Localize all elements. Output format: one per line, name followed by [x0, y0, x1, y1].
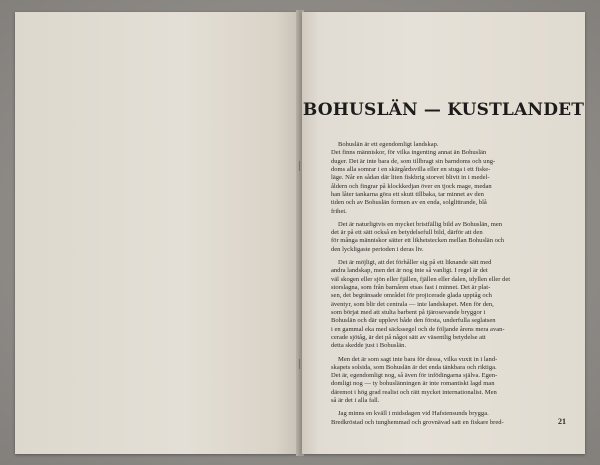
body-text [331, 141, 563, 427]
text-line: han låter tankarna göra ett skutt tillbaka, tar minnet av den [331, 190, 484, 198]
text-line: Bohuslän är ett egendomligt landskap. [338, 141, 439, 148]
text-line: det är på ett sätt också en betydelsefull bild, därför att den [331, 229, 483, 237]
text-line: sen, det begränsade området för projicerade glada upptåg och [331, 292, 492, 300]
text-line: skapets solsida, som Bohuslän är det enda tänkbara och riktiga. [331, 363, 497, 371]
staple [299, 359, 300, 369]
text-line: Det är naturligtvis en mycket bristfällig bild av Bohuslän, men [338, 220, 503, 228]
text-line: Bohuslän och där upplevt både den första, underfulla seglatsen [331, 317, 496, 325]
text-line: Det är, egendomligt nog, så även för infödingarna själva. Egen- [331, 372, 498, 380]
text-line: som börjat med att stulta barbent på tjärosevande bryggor i [331, 308, 486, 316]
staple [299, 161, 300, 171]
text-line: Det finns människor, för vilka ingenting annat än Bohuslän [331, 149, 487, 157]
right-page [302, 12, 585, 454]
text-line: för många människor sätter ett likhetstecken mellan Bohuslän och [331, 237, 505, 245]
text-line: i en gammal eka med säckssegel och de följande årens mera avan- [331, 325, 505, 333]
text-line: detta skedde just i Bohuslän. [331, 342, 407, 350]
text-line: tiden och av Bohuslän formen av en enda, solglittrande, blå [331, 199, 487, 207]
left-page [15, 12, 298, 454]
text-line: andra landskap, men det är nog inte så vanligt. I regel är det [331, 267, 488, 275]
text-line: väl skogen eller sjön eller fjällen, fjällen eller dalen, idyllen eller det [331, 275, 511, 283]
text-line: storslagna, som från barnåren etsas fast i minnet. Det är plat- [331, 284, 491, 291]
text-line: Bredkröstad och tunghemmad och grovnävad satt en fiskare bred- [331, 418, 504, 426]
text-line: äventyr, som blir det centrala — inte landskapet. Men för den, [331, 300, 494, 308]
text-line: domligt nog — ty bohuslänningen är inte romantiskt lagd man [331, 380, 495, 388]
text-line: cerade sjötåg, är det på något sätt av väsentlig betydelse att [331, 333, 486, 341]
page-heading: BOHUSLÄN — KUSTLANDET [302, 100, 585, 120]
text-line: Jag minns en kväll i midsdagen vid Hafstensunds brygga. [338, 410, 489, 418]
text-line: däremot i hög grad realist och rätt mycket internationalist. Men [331, 388, 497, 396]
text-line: Det är möjligt, att det förhåller sig på ett liknande sätt med [338, 259, 492, 267]
text-line: så är det i alla fall. [331, 397, 380, 405]
text-line: den lyckligaste perioden i deras liv. [331, 245, 424, 253]
text-line: Men det är som sagt inte bara för dessa, vilka vuxit in i land- [338, 355, 498, 363]
text-line: frihet. [331, 207, 347, 215]
text-line: duger. Det är inte bara de, som tillbragt sin barndoms och ung- [331, 157, 496, 165]
page-number: 21 [558, 417, 566, 426]
text-line: läge. Når en sådan där liten fiskbrig storvet blivit in i medel- [331, 174, 490, 182]
text-line: doms alla somrar i en skärgårdsvilla eller en stuga i ett fiske- [331, 165, 491, 173]
text-line: åldern och fingrar på klockkedjan över en tjock mage, medan [331, 182, 492, 190]
